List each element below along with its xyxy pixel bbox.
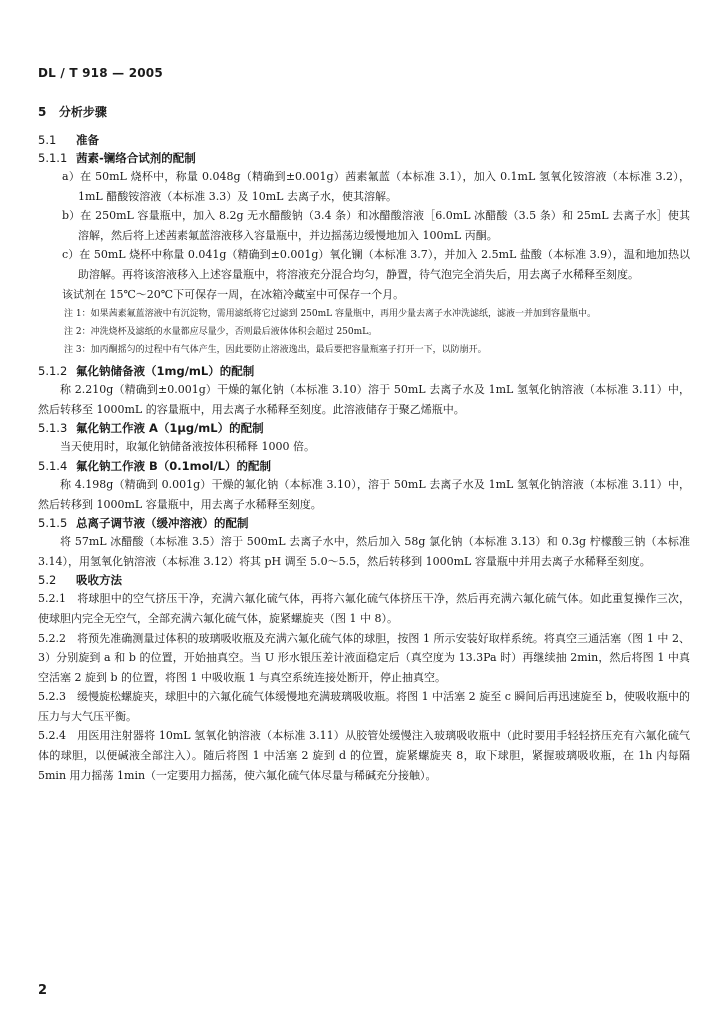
section-5-1-2-heading	[38, 362, 690, 380]
step-b-paragraph: b）在 250mL 容量瓶中，加入 8.2g 无水醋酸钠（3.4 条）和冰醋酸溶液［6.0mL 冰醋酸（3.5 条）和 25mL 去离子水］使其溶解，然后将上述茜素氟蓝溶液移入容量瓶中，并边摇荡边缓慢地加入 100mL 丙酮。	[62, 209, 690, 242]
page-number: 2	[38, 983, 48, 998]
note-1: 注 1：如果茜素氟蓝溶液中有沉淀物，需用滤纸将它过滤到 250mL 容量瓶中，再用少量去离子水冲洗滤纸，滤液一并加到容量瓶中。	[64, 309, 597, 320]
storage-paragraph: 该试剂在 15℃～20℃下可保存一周，在冰箱冷藏室中可保存一个月。	[62, 287, 405, 301]
section-title: 氟化钠工作液 B（0.1mol/L）的配制	[76, 458, 271, 473]
section-5-1-4-body: 称 4.198g（精确到 0.001g）干燥的氟化钠（本标准 3.10），溶于 50mL 去离子水及 1mL 氢氧化钠溶液（本标准 3.11）中，然后转移到 1000mL 容量瓶中，用去离子水稀释至刻度。	[38, 477, 690, 511]
section-5-2-4-paragraph: 5.2.4 用医用注射器将 10mL 氢氧化钠溶液（本标准 3.11）从胶管处缓慢注入玻璃吸收瓶中（此时要用手轻轻挤压充有六氟化硫气体的球胆，以便碱液全部注入）。随后将图 1 中活塞 2 旋到 d 的位置，旋紧螺旋夹 8，取下球胆，紧握玻璃吸收瓶，在 1h 内每隔 5min 用力摇荡 1min（一定要用力摇荡，使六氟化硫气体尽量与稀碱充分接触）。	[38, 729, 690, 782]
section-5-1-5-body: 将 57mL 冰醋酸（本标准 3.5）溶于 500mL 去离子水中，然后加入 58g 氯化钠（本标准 3.13）和 0.3g 柠檬酸三钠（本标准 3.14），用氢氧化钠溶液（本标准 3.12）将其 pH 调至 5.0～5.5，然后转移到 1000mL 容量瓶中并用去离子水稀释至刻度。	[38, 535, 690, 568]
section-5-1-heading	[38, 131, 690, 149]
section-number: 5.1.2	[38, 364, 68, 379]
section-title: 准备	[76, 133, 99, 147]
section-number: 5	[38, 105, 47, 119]
section-number: 5.1.3	[38, 421, 68, 436]
step-a-paragraph: a）在 50mL 烧杯中，称量 0.048g（精确到±0.001g）茜素氟蓝（本标准 3.1），加入 0.1mL 氢氧化铵溶液（本标准 3.2），1mL 醋酸铵溶液（本标准 3.3）及 10mL 去离子水，使其溶解。	[62, 170, 690, 203]
section-5-1-3-body: 当天使用时，取氟化钠储备液按体积稀释 1000 倍。	[60, 440, 315, 454]
note-3: 注 3：加丙酮摇匀的过程中有气体产生，因此要防止溶液逸出，最后要把容量瓶塞子打开一下，以防崩开。	[64, 345, 487, 356]
section-5-1-1-heading	[38, 149, 690, 167]
section-5-2-heading	[38, 571, 690, 589]
section-5-heading	[38, 104, 690, 121]
section-5-2-3-paragraph: 5.2.3 缓慢旋松螺旋夹，球胆中的六氟化硫气体缓慢地充满玻璃吸收瓶。将图 1 中活塞 2 旋至 c 瞬间后再迅速旋至 b，使吸收瓶中的压力与大气压平衡。	[38, 690, 690, 723]
section-title: 总离子调节液（缓冲溶液）的配制	[76, 516, 249, 531]
standard-number-header: DL / T 918 — 2005	[38, 66, 163, 80]
section-5-2-2-paragraph: 5.2.2 将预先准确测量过体积的玻璃吸收瓶及充满六氟化硫气体的球胆，按图 1 所示安装好取样系统。将真空三通活塞（图 1 中 2、3）分别旋到 a 和 b 的位置，开始抽真空。当 U 形水银压差计液面稳定后（真空度为 13.3Pa 时）再继续抽 2min，然后将图 1 中真空活塞 2 旋到 b 的位置，将图 1 中吸收瓶 1 与真空系统连接处断开，停止抽真空。	[38, 631, 690, 684]
section-title: 分析步骤	[58, 105, 107, 119]
section-number: 5.1.5	[38, 516, 68, 531]
section-5-2-1-paragraph: 5.2.1 将球胆中的空气挤压干净，充满六氟化硫气体，再将六氟化硫气体挤压干净，然后再充满六氟化硫气体。如此重复操作三次，使球胆内完全无空气，全部充满六氟化硫气体，旋紧螺旋夹（图 1 中 8）。	[38, 592, 690, 625]
section-title: 吸收方法	[76, 573, 122, 588]
section-number: 5.1	[38, 133, 57, 147]
page-content	[38, 92, 690, 785]
section-title: 氟化钠工作液 A（1μg/mL）的配制	[76, 421, 264, 436]
step-c-paragraph: c）在 50mL 烧杯中称量 0.041g（精确到±0.001g）氧化镧（本标准 3.7），并加入 2.5mL 盐酸（本标准 3.9），温和地加热以助溶解。再将该溶液移入上述容量瓶中，将溶液充分混合均匀，静置，待气泡完全消失后，用去离子水稀释至刻度。	[62, 248, 690, 281]
section-5-1-4-heading	[38, 457, 690, 475]
section-title: 氟化钠储备液（1mg/mL）的配制	[76, 364, 255, 379]
section-title: 茜素-镧络合试剂的配制	[76, 151, 196, 165]
note-2: 注 2：冲洗烧杯及滤纸的水量都应尽量少，否则最后液体体积会超过 250mL。	[64, 327, 378, 338]
section-number: 5.1.4	[38, 458, 68, 473]
section-5-1-5-heading	[38, 514, 690, 532]
section-number: 5.1.1	[38, 151, 68, 165]
section-5-1-3-heading	[38, 419, 690, 437]
section-number: 5.2	[38, 573, 57, 588]
section-5-1-2-body: 称 2.210g（精确到±0.001g）干燥的氟化钠（本标准 3.10）溶于 50mL 去离子水及 1mL 氢氧化钠溶液（本标准 3.11）中，然后转移至 1000mL 的容量瓶中，用去离子水稀释至刻度。此溶液储存于聚乙烯瓶中。	[38, 383, 690, 416]
